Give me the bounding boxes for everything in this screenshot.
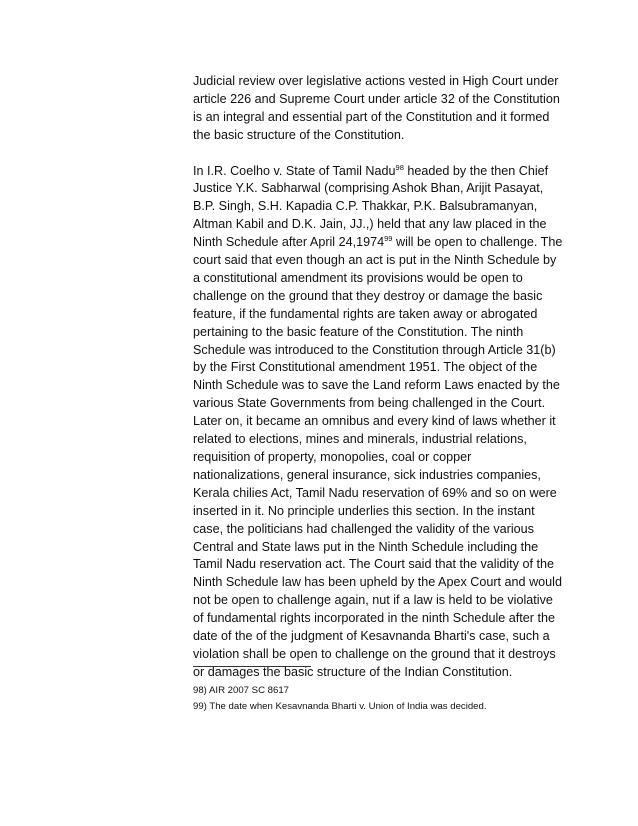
footnote-ref: 98	[395, 162, 404, 172]
text-line: Justice Y.K. Sabharwal (comprising Ashok Bhan, Arijit Pasayat,	[193, 181, 544, 196]
footnote-ref: 99	[384, 234, 393, 244]
text-line: of fundamental rights incorporated in the ninth Schedule after the	[193, 611, 555, 626]
paragraph	[193, 163, 573, 682]
paragraph	[193, 73, 573, 145]
text-span: headed by the then Chief	[403, 163, 549, 178]
text-line: Ninth Schedule law has been upheld by the Apex Court and would	[193, 575, 562, 590]
text-line: Judicial review over legislative actions vested in High Court under	[193, 74, 559, 88]
text-line: or damages the basic structure of the Indian Constitution.	[193, 664, 513, 679]
text-line: inserted in it. No principle underlies this section. In the instant	[193, 503, 535, 518]
text-line: requisition of property, monopolies, coal or copper	[193, 450, 472, 465]
text-line: Tamil Nadu reservation act. The Court said that the validity of the	[193, 557, 554, 572]
footnote-item: 98) AIR 2007 SC 8617	[193, 685, 290, 696]
text-span: will be open to challenge. The	[392, 235, 563, 250]
text-line: violation shall be open to challenge on the ground that it destroys	[193, 646, 556, 661]
body-text	[193, 73, 573, 682]
text-line: Later on, it became an omnibus and every kind of laws whether it	[193, 414, 556, 429]
text-line: by the First Constitutional amendment 1951. The object of the	[193, 360, 538, 375]
text-span: Ninth Schedule after April 24,1974	[193, 235, 385, 250]
text-line: the basic structure of the Constitution.	[193, 127, 405, 142]
text-line: case, the politicians had challenged the validity of the various	[193, 521, 534, 536]
text-line	[193, 163, 573, 181]
text-line: not be open to challenge again, nut if a law is held to be violative	[193, 593, 553, 608]
text-line: feature, if the fundamental rights are taken away or abrogated	[193, 306, 538, 321]
footnote-separator	[193, 666, 311, 667]
text-line: Central and State laws put in the Ninth Schedule including the	[193, 539, 539, 554]
text-line: a constitutional amendment its provisions would be open to	[193, 270, 523, 285]
footnote-item: 99) The date when Kesavnanda Bharti v. Union of India was decided.	[193, 700, 487, 712]
text-line: nationalizations, general insurance, sick industries companies,	[193, 467, 541, 482]
text-line: B.P. Singh, S.H. Kapadia C.P. Thakkar, P.K. Balsubramanyan,	[193, 199, 538, 214]
text-line: Altman Kabil and D.K. Jain, JJ.,) held that any law placed in the	[193, 217, 547, 232]
text-line: various State Governments from being challenged in the Court.	[193, 396, 546, 411]
text-line: is an integral and essential part of the Constitution and it formed	[193, 109, 550, 124]
text-line: pertaining to the basic feature of the Constitution. The ninth	[193, 324, 524, 339]
text-line: challenge on the ground that they destroy or damage the basic	[193, 288, 543, 303]
paragraph-spacer	[193, 145, 573, 163]
text-line: article 226 and Supreme Court under article 32 of the Constitution	[193, 91, 560, 106]
text-line: date of the of the judgment of Kesavnanda Bharti's case, such a	[193, 629, 550, 644]
footnotes	[193, 683, 573, 714]
text-line: related to elections, mines and minerals, industrial relations,	[193, 432, 527, 447]
text-line: Kerala chilies Act, Tamil Nadu reservation of 69% and so on were	[193, 485, 557, 500]
text-line	[193, 234, 573, 252]
text-span: In I.R. Coelho v. State of Tamil Nadu	[193, 163, 396, 178]
text-line: Schedule was introduced to the Constitution through Article 31(b)	[193, 342, 556, 357]
text-line: court said that even though an act is put in the Ninth Schedule by	[193, 253, 557, 268]
text-line: Ninth Schedule was to save the Land reform Laws enacted by the	[193, 378, 560, 393]
